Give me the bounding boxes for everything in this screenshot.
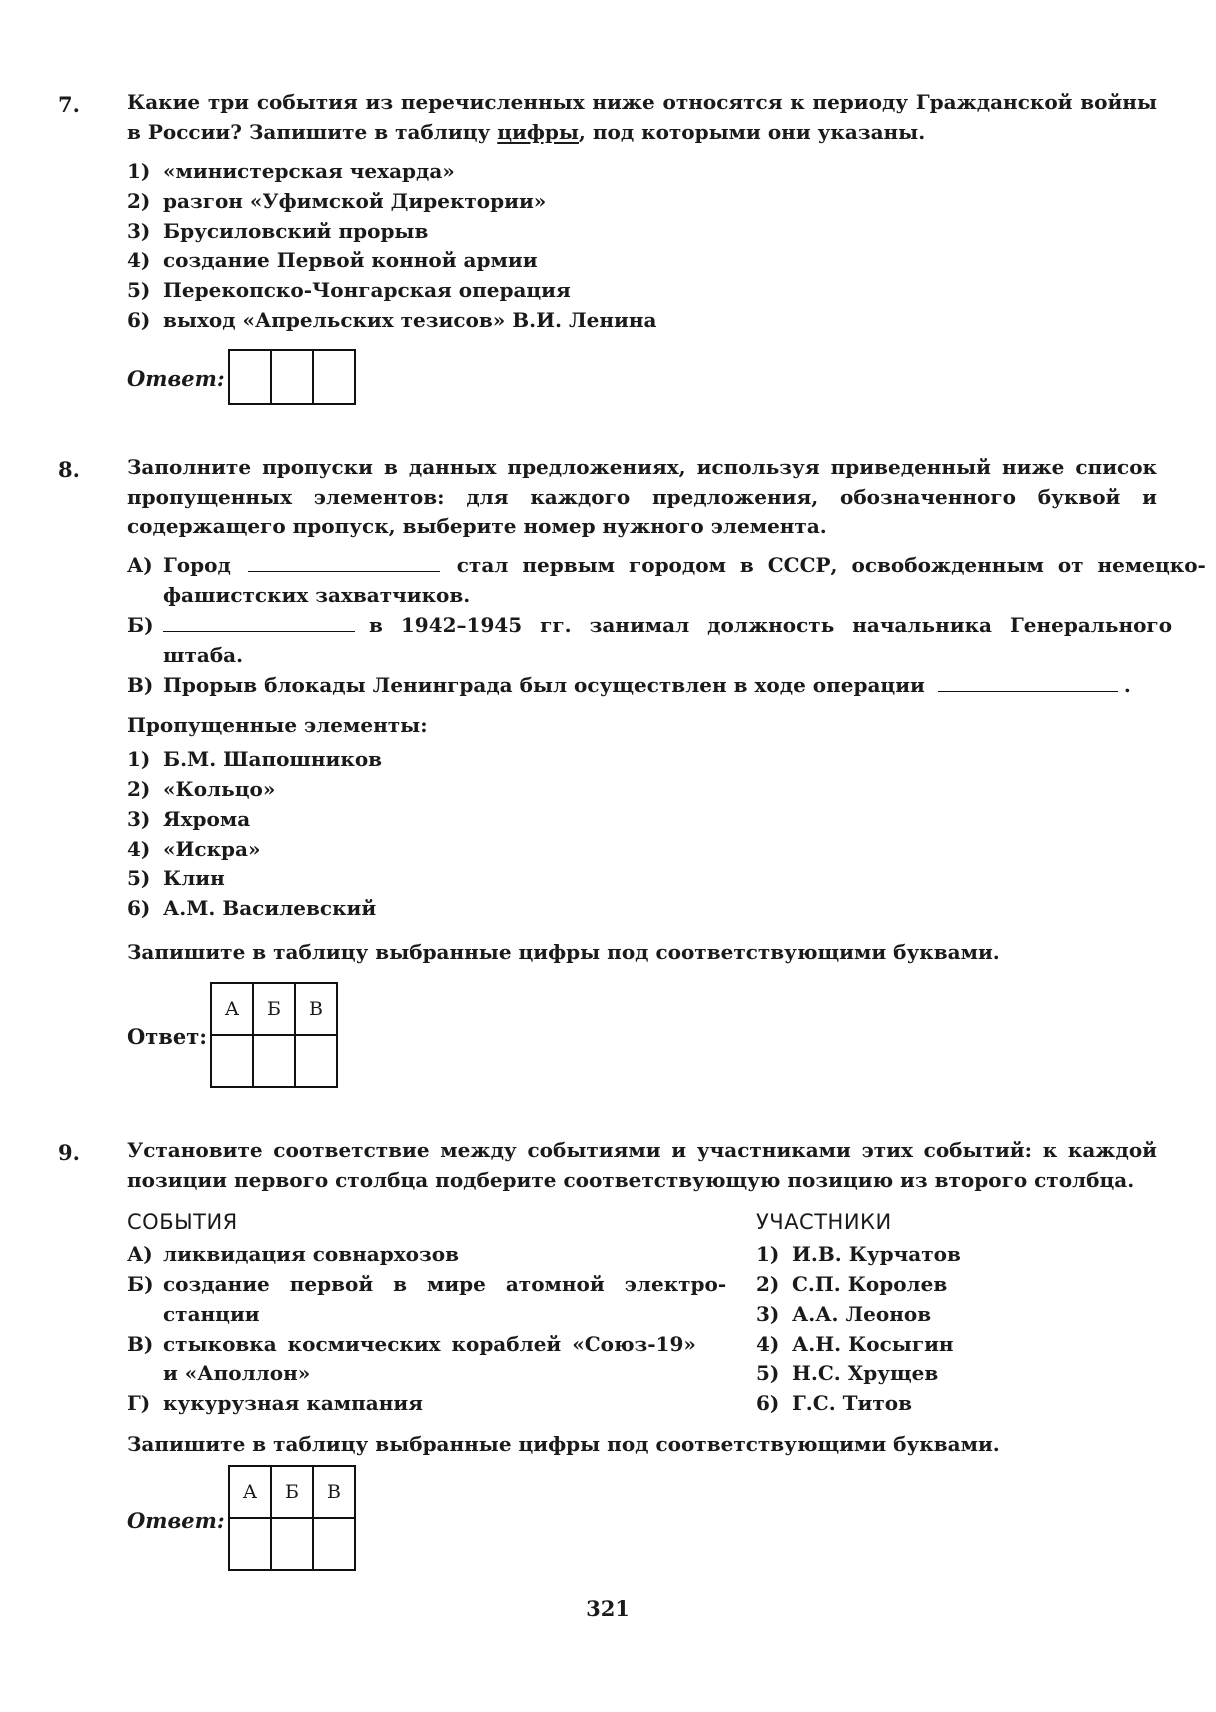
answer-cell[interactable] xyxy=(313,1518,355,1570)
table-header-cell: В xyxy=(295,983,337,1035)
answer-cell[interactable] xyxy=(271,1518,313,1570)
question-8-intro: Заполните пропуски в данных предложениях, используя приведенный ниже список пропущенных элементов: для каждого предложения, обозначенного буквой и содержащего пропуск, выберите номер нужного элемента. xyxy=(127,455,1157,538)
event-item: А) ликвидация совнархозов xyxy=(127,1242,460,1266)
participant-item: 1) И.В. Курчатов xyxy=(756,1242,961,1266)
event-item-cont: и «Аполлон» xyxy=(163,1361,311,1385)
list-item: 2) разгон «Уфимской Директории» xyxy=(127,189,547,213)
question-9-number: 9. xyxy=(58,1140,80,1165)
answer-cell[interactable] xyxy=(271,350,313,404)
instruction: Запишите в таблицу выбранные цифры под соответствующими буквами. xyxy=(127,940,1000,964)
blank-line[interactable] xyxy=(163,613,355,632)
answer-label: Ответ: xyxy=(127,1508,225,1533)
list-item: 1) Б.М. Шапошников xyxy=(127,747,383,771)
instruction: Запишите в таблицу выбранные цифры под соответствующими буквами. xyxy=(127,1432,1000,1456)
missing-elements-title: Пропущенные элементы: xyxy=(127,713,428,737)
answer-table-q8 xyxy=(210,982,338,1088)
answer-label: Ответ: xyxy=(127,1024,208,1049)
table-header-cell: А xyxy=(211,983,253,1035)
event-item: В) стыковка космических кораблей «Союз-19» xyxy=(127,1332,696,1356)
answer-cell[interactable] xyxy=(313,350,355,404)
participant-item: 5) Н.С. Хрущев xyxy=(756,1361,939,1385)
list-item: 5) Клин xyxy=(127,866,225,890)
list-item: 3) Яхрома xyxy=(127,807,251,831)
event-item: Г) кукурузная кампания xyxy=(127,1391,423,1415)
sentence-b-cont: штаба. xyxy=(163,643,244,667)
question-7-text-a: Какие три события из перечисленных ниже относятся к периоду Гражданской войны в России? Запишите в таблицу xyxy=(127,90,1157,144)
sentence-a: А) Город стал первым городом в СССР, освобожденным от немецко- xyxy=(127,553,1206,577)
participant-item: 3) А.А. Леонов xyxy=(756,1302,932,1326)
list-item: 5) Перекопско-Чонгарская операция xyxy=(127,278,571,302)
question-7-emphasis: цифры xyxy=(497,119,579,144)
blank-line[interactable] xyxy=(938,673,1118,692)
page-number: 321 xyxy=(586,1596,630,1621)
table-header-cell: Б xyxy=(271,1466,313,1518)
list-item: 1) «министерская чехарда» xyxy=(127,159,455,183)
participant-item: 2) С.П. Королев xyxy=(756,1272,948,1296)
table-header-cell: В xyxy=(313,1466,355,1518)
answer-cell[interactable] xyxy=(253,1035,295,1087)
question-9-intro: Установите соответствие между событиями и участниками этих событий: к каждой позиции первого столбца подберите соответствующую позицию из второго столбца. xyxy=(127,1138,1157,1192)
question-7-text-b: , под которыми они указаны. xyxy=(578,119,926,144)
event-item-cont: станции xyxy=(163,1302,260,1326)
table-header-cell: А xyxy=(229,1466,271,1518)
event-item: Б) создание первой в мире атомной электро- xyxy=(127,1272,727,1296)
answer-cell[interactable] xyxy=(229,1518,271,1570)
list-item: 4) «Искра» xyxy=(127,837,261,861)
answer-label: Ответ: xyxy=(127,366,225,391)
sentence-b: Б) в 1942–1945 гг. занимал должность начальника Генерального xyxy=(127,613,1173,637)
list-item: 3) Брусиловский прорыв xyxy=(127,219,429,243)
list-item: 4) создание Первой конной армии xyxy=(127,248,538,272)
participants-column-title: УЧАСТНИКИ xyxy=(756,1210,892,1234)
answer-table-q9 xyxy=(228,1465,356,1571)
participant-item: 6) Г.С. Титов xyxy=(756,1391,912,1415)
list-item: 2) «Кольцо» xyxy=(127,777,276,801)
events-column-title: СОБЫТИЯ xyxy=(127,1210,238,1234)
blank-line[interactable] xyxy=(248,553,440,572)
list-item: 6) выход «Апрельских тезисов» В.И. Ленина xyxy=(127,308,657,332)
question-7-text xyxy=(127,88,1157,147)
sentence-c: В) Прорыв блокады Ленинграда был осуществлен в ходе операции . xyxy=(127,673,1131,697)
question-7-number: 7. xyxy=(58,92,80,117)
question-8-number: 8. xyxy=(58,457,80,482)
sentence-a-cont: фашистских захватчиков. xyxy=(163,583,471,607)
list-item: 6) А.М. Василевский xyxy=(127,896,377,920)
answer-table-q7 xyxy=(228,349,356,405)
answer-cell[interactable] xyxy=(211,1035,253,1087)
answer-cell[interactable] xyxy=(295,1035,337,1087)
answer-cell[interactable] xyxy=(229,350,271,404)
participant-item: 4) А.Н. Косыгин xyxy=(756,1332,954,1356)
table-header-cell: Б xyxy=(253,983,295,1035)
